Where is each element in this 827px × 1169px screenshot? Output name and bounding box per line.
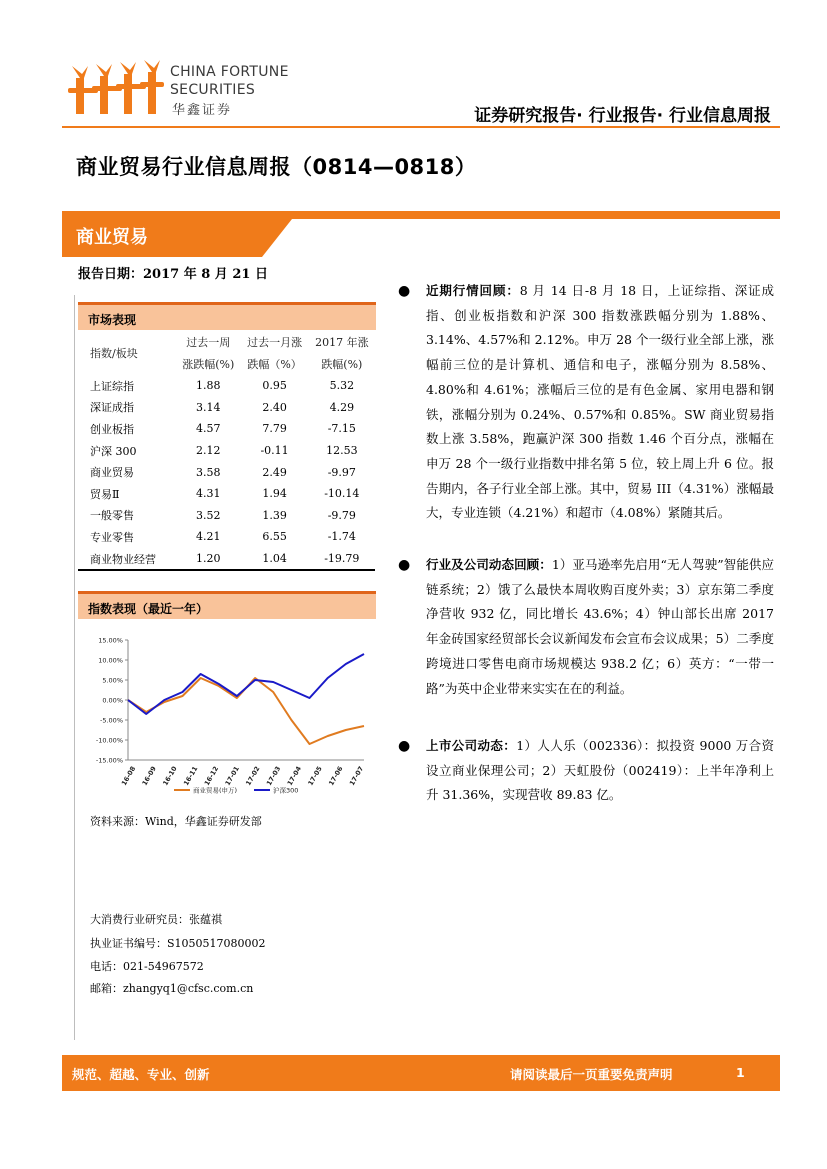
chart-x-tick-label: 16-12 xyxy=(202,765,221,788)
chart-legend-label: 商业贸易(申万) xyxy=(193,786,238,795)
row-name: 深证成指 xyxy=(90,401,134,415)
page-number: 1 xyxy=(736,1065,745,1080)
report-category: 证券研究报告· 行业报告· 行业信息周报 xyxy=(474,106,771,126)
market-review-paragraph xyxy=(426,279,774,526)
source-note: 资料来源：Wind，华鑫证券研发部 xyxy=(90,815,262,828)
phone-number: 电话：021-54967572 xyxy=(90,960,204,973)
row-month: 1.94 xyxy=(262,487,287,501)
table-header-name: 指数/板块 xyxy=(90,347,138,360)
footer-slogan: 规范、超越、专业、创新 xyxy=(72,1067,210,1082)
row-week: 3.52 xyxy=(196,508,221,522)
market-review-text: 8 月 14 日-8 月 18 日，上证综指、深证成指、创业板指数和沪深 300 指数涨跌幅分别为 1.88%、3.14%、4.57%和 2.12%。申万 28 个一级行业全部上涨，涨幅前三位的是计算机、通信和电子，涨幅分别为 8.58%、4.80%和 4.61%；涨幅后三位的是有色金属、家用电器和钢铁，涨幅分别为 0.24%、0.57%和 0.85%。SW 商业贸易指数上涨 3.58%，跑赢沪深 300 指数 1.46 个百分点，涨幅在申万 28 个一级行业指数中排名第 5 位，较上周上升 6 位。报告期内，各子行业全部上涨。其中，贸易 III（4.31%）涨幅最大，专业连锁（4.21%）和超市（4.08%）紧随其后。 xyxy=(426,283,774,521)
table-row xyxy=(78,526,375,548)
chart-x-tick-label: 17-02 xyxy=(244,765,262,788)
footer-disclaimer: 请阅读最后一页重要免责声明 xyxy=(510,1067,673,1082)
table-header-month: 过去一月涨 xyxy=(247,336,303,349)
row-week: 1.20 xyxy=(176,548,241,571)
row-name: 专业零售 xyxy=(90,530,134,544)
bullet-icon: ● xyxy=(398,283,411,299)
brand-name-en-line1: CHINA FORTUNE xyxy=(170,64,289,80)
chart-y-tick-label: -5.00% xyxy=(100,716,123,725)
row-week: 4.31 xyxy=(196,487,221,501)
row-month: 2.49 xyxy=(262,465,287,479)
row-month: 7.79 xyxy=(262,422,287,436)
brand-name-en-line2: SECURITIES xyxy=(170,82,256,98)
row-week: 4.21 xyxy=(196,530,221,544)
company-news-paragraph xyxy=(426,734,774,808)
chart-x-tick-label: 16-10 xyxy=(161,765,179,788)
row-month: 2.40 xyxy=(262,400,287,414)
chart-section-title: 指数表现（最近一年） xyxy=(88,602,209,616)
industry-news-paragraph xyxy=(426,553,774,701)
table-header-ytd-unit: 跌幅(%) xyxy=(321,358,363,371)
industry-banner xyxy=(62,211,780,257)
row-week: 2.12 xyxy=(196,444,221,458)
header-divider xyxy=(62,126,780,128)
bullet-icon: ● xyxy=(398,557,411,573)
chart-x-tick-label: 17-01 xyxy=(223,765,241,788)
row-name: 贸易Ⅱ xyxy=(90,487,120,501)
chart-x-tick-label: 17-04 xyxy=(285,765,304,788)
chart-section-header xyxy=(78,591,376,619)
table-row xyxy=(78,461,375,483)
table-row xyxy=(78,440,375,462)
brand-name-cn: 华鑫证券 xyxy=(172,103,233,118)
company-news-label: 上市公司动态： xyxy=(426,738,517,753)
chart-x-tick-label: 17-03 xyxy=(264,765,283,788)
brand-logo-icon xyxy=(66,58,166,120)
row-ytd: -9.97 xyxy=(327,465,356,479)
industry-label: 商业贸易 xyxy=(76,227,148,248)
chart-series-line-csi300 xyxy=(128,654,364,714)
row-week: 4.57 xyxy=(196,422,221,436)
table-row xyxy=(78,397,375,419)
left-column-border xyxy=(74,295,75,1040)
row-month: 1.39 xyxy=(262,508,287,522)
chart-x-tick-label: 16-11 xyxy=(182,765,200,788)
table-header-ytd: 2017 年涨 xyxy=(315,336,369,349)
table-row xyxy=(78,418,375,440)
chart-y-tick-label: 0.00% xyxy=(102,696,123,705)
email-address: 邮箱：zhangyq1@cfsc.com.cn xyxy=(90,982,254,995)
table-header-month-unit: 跌幅（%） xyxy=(247,358,302,371)
industry-news-text: 1）亚马逊率先启用“无人驾驶”智能供应链系统；2）饿了么最快本周收购百度外卖；3）京东第二季度净营收 932 亿，同比增长 43.6%；4）钟山部长出席 2017 年金砖国家经贸部长会议新闻发布会宣布会议成果；5）二季度跨境进口零售电商市场规模达 938.2 亿；6）英方：“一带一路”为英中企业带来实实在在的利益。 xyxy=(426,557,774,696)
market-review-label: 近期行情回顾： xyxy=(426,283,520,298)
row-name: 创业板指 xyxy=(90,422,134,436)
chart-y-tick-label: 10.00% xyxy=(98,656,123,665)
table-row xyxy=(78,483,375,505)
chart-y-tick-label: -10.00% xyxy=(95,736,123,745)
row-name: 一般零售 xyxy=(90,509,134,523)
table-row xyxy=(78,375,375,397)
market-performance-table xyxy=(78,331,375,571)
chart-x-tick-label: 17-07 xyxy=(347,765,366,788)
row-ytd: -1.74 xyxy=(327,530,356,544)
page-title: 商业贸易行业信息周报（0814—0818） xyxy=(76,155,477,179)
row-ytd: -10.14 xyxy=(324,487,360,501)
row-month: -0.11 xyxy=(260,444,289,458)
table-header-week-unit: 涨跌幅(%) xyxy=(182,358,235,371)
industry-news-label: 行业及公司动态回顾： xyxy=(426,557,552,572)
chart-x-tick-label: 16-09 xyxy=(140,765,158,788)
analyst-name: 大消费行业研究员：张蕴祺 xyxy=(90,913,222,926)
row-month: 1.04 xyxy=(241,548,309,571)
license-number: 执业证书编号：S1050517080002 xyxy=(90,937,266,950)
row-week: 1.88 xyxy=(196,379,221,393)
company-news-text: 1）人人乐（002336）：拟投资 9000 万合资设立商业保理公司；2）天虹股份（002419）：上半年净利上升 31.36%，实现营收 89.83 亿。 xyxy=(426,738,774,803)
chart-legend-label: 沪深300 xyxy=(273,786,299,795)
row-week: 3.58 xyxy=(196,465,221,479)
row-name: 商业物业经营 xyxy=(78,548,176,571)
row-ytd: 5.32 xyxy=(329,379,355,393)
row-ytd: -9.79 xyxy=(327,508,356,522)
row-week: 3.14 xyxy=(196,400,221,414)
bullet-icon: ● xyxy=(398,738,411,754)
chart-x-tick-label: 17-05 xyxy=(306,765,324,788)
table-header-week: 过去一周 xyxy=(186,336,231,349)
report-date: 报告日期：2017 年 8 月 21 日 xyxy=(78,267,268,282)
chart-y-tick-label: 5.00% xyxy=(102,676,123,685)
market-section-header xyxy=(78,302,376,330)
row-ytd: 4.29 xyxy=(329,400,355,414)
table-row xyxy=(78,548,375,571)
row-month: 6.55 xyxy=(262,530,287,544)
row-ytd: -19.79 xyxy=(309,548,375,571)
chart-y-tick-label: 15.00% xyxy=(98,636,123,645)
row-name: 上证综指 xyxy=(90,379,134,393)
index-performance-chart xyxy=(84,628,374,800)
row-ytd: -7.15 xyxy=(327,422,356,436)
row-name: 商业贸易 xyxy=(90,466,134,480)
market-section-title: 市场表现 xyxy=(88,313,137,327)
row-name: 沪深 300 xyxy=(90,444,137,458)
table-row xyxy=(78,505,375,527)
row-ytd: 12.53 xyxy=(326,444,358,458)
chart-x-tick-label: 17-06 xyxy=(327,765,345,788)
row-month: 0.95 xyxy=(262,379,287,393)
chart-y-tick-label: -15.00% xyxy=(95,756,123,765)
chart-x-tick-label: 16-08 xyxy=(119,765,138,788)
